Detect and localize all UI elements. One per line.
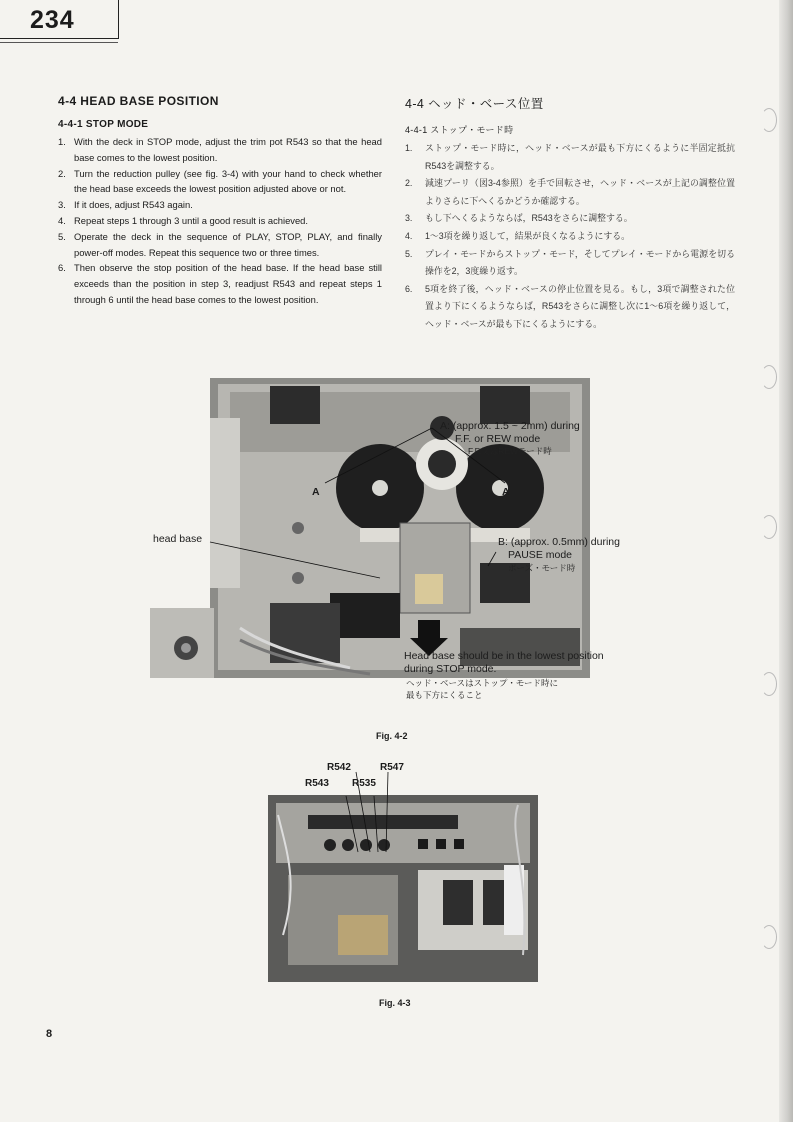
- step-number: 5.: [58, 230, 66, 242]
- english-column: [58, 94, 382, 308]
- step-text: もし下へくるようならば，R543をさらに調整する。: [425, 213, 633, 224]
- step-number: 1.: [405, 143, 413, 153]
- step-number: 6.: [405, 283, 413, 294]
- subsection-title-jp: 4-4-1 ストップ・モード時: [405, 125, 514, 135]
- lowest-position-jp-line1: ヘッド・ベースはストップ・モード時に: [406, 678, 558, 688]
- japanese-column: [405, 94, 735, 334]
- label-a-right: A: [502, 486, 510, 498]
- callout-a-line1: A: (approx. 1.5 ~ 2mm) during: [440, 420, 580, 432]
- step-text: ストップ・モード時に，ヘッド・ベースが最も下方にくるように半固定抵抗R543を調整する。: [425, 143, 735, 171]
- callout-b-line2: PAUSE mode: [508, 549, 572, 561]
- step-text: プレイ・モードからストップ・モード，そしてプレイ・モードから電源を切る操作を2，3度繰り返す。: [425, 248, 735, 277]
- step-text: Then observe the stop position of the head base. If the head base still exceeds than the position in step 3, readjust R543 and repeat steps 1 through 6 until the head base comes to the lowest position.: [74, 262, 382, 305]
- figure-4-3-caption: Fig. 4-3: [379, 998, 411, 1008]
- r547-label: R547: [380, 762, 404, 773]
- step-text: Repeat steps 1 through 3 until a good result is achieved.: [74, 214, 309, 226]
- r543-label: R543: [305, 778, 329, 789]
- section-title: 4-4 HEAD BASE POSITION: [58, 94, 219, 108]
- step-list-jp: [405, 140, 735, 334]
- r542-label: R542: [327, 762, 351, 773]
- step-number: 3.: [58, 199, 66, 211]
- step-item-jp: [405, 281, 735, 334]
- step-item-jp: [405, 246, 735, 281]
- step-number: 3.: [405, 213, 413, 224]
- step-item: [58, 197, 382, 213]
- section-title-jp: 4-4 ヘッド・ベース位置: [405, 97, 544, 111]
- step-text: 5項を終了後，ヘッド・ベースの停止位置を見る。もし，3項で調整された位置より下にくるようならば，R543をさらに調整し次に1～6項を繰り返して，ヘッド・ベースが最も下にくるようにする。: [425, 283, 735, 329]
- step-item-jp: [405, 228, 735, 246]
- step-item: [58, 134, 382, 166]
- callout-a-line2: F.F. or REW mode: [455, 433, 541, 445]
- step-item-jp: [405, 210, 735, 228]
- step-number: 5.: [405, 248, 413, 259]
- callout-a-jp: F.F.又はREWモード時: [468, 446, 552, 456]
- step-text: 減速プーリ（図3-4参照）を手で回転させ，ヘッド・ベースが上記の調整位置よりさらに下へくるかどうか確認する。: [425, 178, 735, 206]
- binder-hole: [761, 925, 777, 949]
- step-number: 2.: [58, 167, 66, 179]
- header-rule: [0, 42, 118, 43]
- page-tab: [0, 0, 119, 39]
- binder-hole: [761, 365, 777, 389]
- figure-4-3: [268, 760, 548, 982]
- step-text: If it does, adjust R543 again.: [74, 199, 193, 211]
- step-text: With the deck in STOP mode, adjust the trim pot R543 so that the head base comes to the lowest position.: [74, 136, 382, 163]
- binder-hole: [761, 108, 777, 132]
- step-text: 1～3項を繰り返して，結果が良くなるようにする。: [425, 230, 630, 241]
- step-item-jp: [405, 175, 735, 210]
- page-binding-edge: [779, 0, 793, 1122]
- page-tab-number: 234: [30, 6, 75, 34]
- step-item-jp: [405, 140, 735, 175]
- figure-4-2-caption: Fig. 4-2: [376, 731, 408, 741]
- resistor-leader-lines: [268, 760, 548, 850]
- lowest-position-line1: Head base should be in the lowest position: [404, 650, 604, 662]
- step-number: 2.: [405, 178, 413, 189]
- step-item: [58, 213, 382, 229]
- r535-label: R535: [352, 778, 376, 789]
- binder-hole: [761, 515, 777, 539]
- subsection-title: 4-4-1 STOP MODE: [58, 119, 149, 130]
- page-number: 8: [46, 1028, 53, 1040]
- step-list: [58, 134, 382, 308]
- label-a-left: A: [312, 486, 320, 498]
- callout-b-jp: ポーズ・モード時: [508, 563, 576, 573]
- callout-b-line1: B: (approx. 0.5mm) during: [498, 536, 620, 548]
- step-text: Operate the deck in the sequence of PLAY, STOP, PLAY, and finally power-off modes. Repeat this sequence two or three times.: [74, 230, 382, 258]
- step-item: [58, 229, 382, 261]
- lowest-position-jp-line2: 最も下方にくること: [406, 690, 483, 700]
- step-number: 4.: [58, 214, 66, 226]
- step-item: [58, 166, 382, 198]
- step-number: 1.: [58, 136, 66, 147]
- lowest-position-line2: during STOP mode.: [404, 663, 497, 675]
- figure-4-2: [150, 378, 650, 708]
- step-text: Turn the reduction pulley (see fig. 3-4) with your hand to check whether the head base exceeds the lowest position adjusted above or not.: [74, 167, 382, 195]
- step-number: 6.: [58, 262, 66, 274]
- binder-hole: [761, 672, 777, 696]
- head-base-label: head base: [153, 533, 203, 545]
- step-number: 4.: [405, 230, 413, 241]
- step-item: [58, 260, 382, 307]
